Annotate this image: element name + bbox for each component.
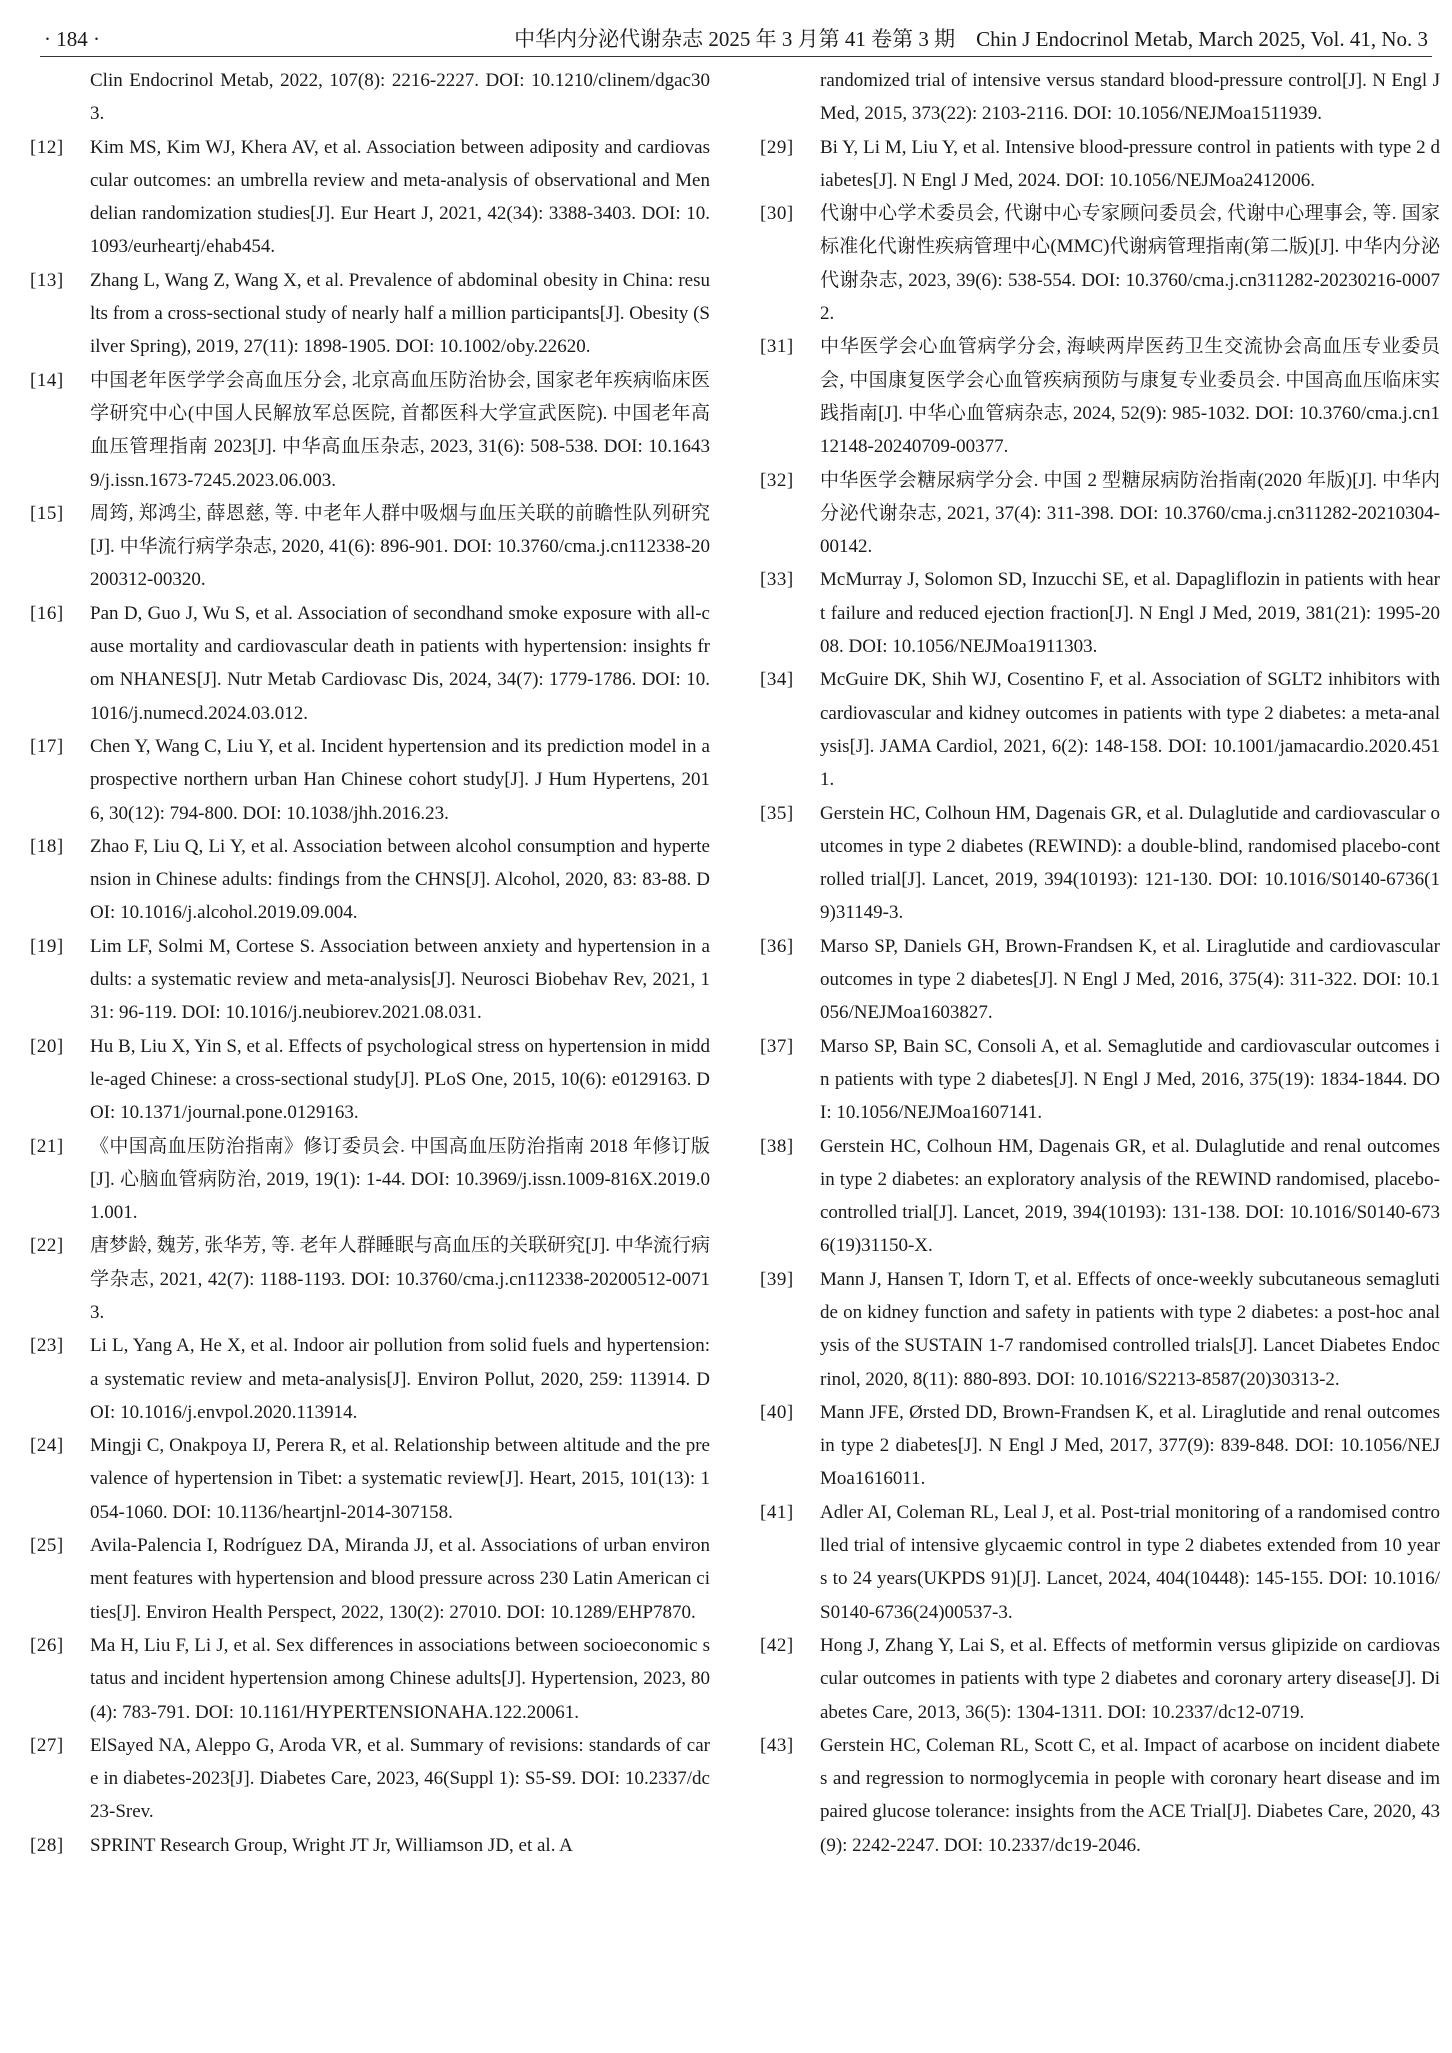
reference-item (30, 1429, 710, 1529)
reference-item (760, 930, 1440, 1030)
reference-item (30, 830, 710, 930)
reference-text: Marso SP, Daniels GH, Brown-Frandsen K, et al. Liraglutide and cardiovascular outcomes in type 2 diabetes[J]. N Engl J Med, 2016, 375(4): 311-322. DOI: 10.1056/NEJMoa1603827. (820, 935, 1440, 1024)
reference-item (30, 264, 710, 364)
reference-item (30, 1030, 710, 1130)
reference-item (30, 1229, 710, 1329)
reference-text: 《中国高血压防治指南》修订委员会. 中国高血压防治指南 2018 年修订版[J]. 心脑血管病防治, 2019, 19(1): 1-44. DOI: 10.3969/j.issn.1009-816X.2019.01.001. (90, 1135, 710, 1224)
reference-text: 周筠, 郑鸿尘, 薛恩慈, 等. 中老年人群中吸烟与血压关联的前瞻性队列研究[J]. 中华流行病学杂志, 2020, 41(6): 896-901. DOI: 10.3760/cma.j.cn112338-20200312-00320. (90, 502, 710, 591)
reference-item (30, 1130, 710, 1230)
reference-number: [40] (760, 1401, 794, 1423)
reference-item (760, 663, 1440, 796)
reference-number: [22] (30, 1235, 64, 1257)
reference-text: Mann J, Hansen T, Idorn T, et al. Effects of once-weekly subcutaneous semaglutide on kidney function and safety in patients with type 2 diabetes: a post-hoc analysis of the SUSTAIN 1-7 randomised controlled trials[J]. Lancet Diabetes Endocrinol, 2020, 8(11): 880-893. DOI: 10.1016/S2213-8587(20)30313-2. (820, 1268, 1440, 1390)
reference-item (760, 797, 1440, 930)
reference-text: SPRINT Research Group, Wright JT Jr, Williamson JD, et al. A (90, 1834, 573, 1856)
reference-text: 中华医学会糖尿病学分会. 中国 2 型糖尿病防治指南(2020 年版)[J]. 中华内分泌代谢杂志, 2021, 37(4): 311-398. DOI: 10.3760/cma.j.cn311282-20210304-00142. (820, 469, 1440, 558)
reference-text: Hong J, Zhang Y, Lai S, et al. Effects of metformin versus glipizide on cardiovascular outcomes in patients with type 2 diabetes and coronary artery disease[J]. Diabetes Care, 2013, 36(5): 1304-1311. DOI: 10.2337/dc12-0719. (820, 1634, 1440, 1723)
reference-text: Adler AI, Coleman RL, Leal J, et al. Post-trial monitoring of a randomised controlled trial of intensive glycaemic control in type 2 diabetes extended from 10 years to 24 years(UKPDS 91)[J]. Lancet, 2024, 404(10448): 145-155. DOI: 10.1016/S0140-6736(24)00537-3. (820, 1501, 1441, 1623)
reference-item (30, 597, 710, 730)
reference-number: [24] (30, 1435, 64, 1457)
reference-item (30, 1829, 710, 1862)
reference-text: Li L, Yang A, He X, et al. Indoor air pollution from solid fuels and hypertension: a systematic review and meta-analysis[J]. Environ Pollut, 2020, 259: 113914. DOI: 10.1016/j.envpol.2020.113914. (90, 1335, 710, 1423)
reference-column-left (30, 64, 710, 1862)
reference-item (30, 364, 710, 497)
reference-text: randomized trial of intensive versus standard blood-pressure control[J]. N Engl J Med, 2015, 373(22): 2103-2116. DOI: 10.1056/NEJMoa1511939. (820, 70, 1440, 125)
reference-number: [42] (760, 1634, 794, 1656)
reference-number: [21] (30, 1135, 64, 1157)
reference-text: Lim LF, Solmi M, Cortese S. Association between anxiety and hypertension in adults: a systematic review and meta-analysis[J]. Neurosci Biobehav Rev, 2021, 131: 96-119. DOI: 10.1016/j.neubiorev.2021.08.031. (90, 935, 710, 1024)
reference-item (760, 1030, 1440, 1130)
reference-number: [17] (30, 735, 64, 757)
reference-item (30, 131, 710, 264)
reference-item (760, 464, 1440, 564)
reference-column-right (760, 64, 1440, 1862)
reference-item (760, 1496, 1440, 1629)
reference-number: [12] (30, 136, 64, 158)
reference-item (30, 1529, 710, 1629)
reference-continuation (30, 64, 710, 131)
reference-text: Pan D, Guo J, Wu S, et al. Association of secondhand smoke exposure with all-cause mortality and cardiovascular death in patients with hypertension: insights from NHANES[J]. Nutr Metab Cardiovasc Dis, 2024, 34(7): 1779-1786. DOI: 10.1016/j.numecd.2024.03.012. (90, 602, 710, 724)
reference-text: Clin Endocrinol Metab, 2022, 107(8): 2216-2227. DOI: 10.1210/clinem/dgac303. (90, 70, 710, 125)
reference-number: [18] (30, 835, 64, 857)
reference-item (30, 1329, 710, 1429)
reference-number: [43] (760, 1734, 794, 1756)
reference-continuation (760, 64, 1440, 131)
journal-header: 中华内分泌代谢杂志 2025 年 3 月第 41 卷第 3 期 Chin J Endocrinol Metab, March 2025, Vol. 41, No. 3 (514, 27, 1428, 51)
reference-number: [34] (760, 669, 794, 691)
reference-number: [27] (30, 1734, 64, 1756)
reference-text: Mingji C, Onakpoya IJ, Perera R, et al. Relationship between altitude and the prevalence of hypertension in Tibet: a systematic review[J]. Heart, 2015, 101(13): 1054-1060. DOI: 10.1136/heartjnl-2014-307158. (90, 1435, 710, 1523)
reference-item (30, 497, 710, 597)
reference-number: [37] (760, 1035, 794, 1057)
reference-text: Avila-Palencia I, Rodríguez DA, Miranda JJ, et al. Associations of urban environment features with hypertension and blood pressure across 230 Latin American cities[J]. Environ Health Perspect, 2022, 130(2): 27010. DOI: 10.1289/EHP7870. (90, 1535, 710, 1623)
reference-text: ElSayed NA, Aleppo G, Aroda VR, et al. Summary of revisions: standards of care in diabetes-2023[J]. Diabetes Care, 2023, 46(Suppl 1): S5-S9. DOI: 10.2337/dc23-Srev. (90, 1734, 710, 1823)
reference-number: [30] (760, 203, 794, 225)
reference-text: McMurray J, Solomon SD, Inzucchi SE, et al. Dapagliflozin in patients with heart failure and reduced ejection fraction[J]. N Engl J Med, 2019, 381(21): 1995-2008. DOI: 10.1056/NEJMoa1911303. (820, 569, 1440, 658)
page-header (40, 22, 1432, 57)
reference-number: [23] (30, 1335, 64, 1357)
reference-text: 代谢中心学术委员会, 代谢中心专家顾问委员会, 代谢中心理事会, 等. 国家标准化代谢性疾病管理中心(MMC)代谢病管理指南(第二版)[J]. 中华内分泌代谢杂志, 2023, 39(6): 538-554. DOI: 10.3760/cma.j.cn311282-20230216-00072. (820, 203, 1440, 325)
reference-number: [14] (30, 369, 64, 391)
reference-item (760, 1263, 1440, 1396)
reference-text: Hu B, Liu X, Yin S, et al. Effects of psychological stress on hypertension in middle-aged Chinese: a cross-sectional study[J]. PLoS One, 2015, 10(6): e0129163. DOI: 10.1371/journal.pone.0129163. (90, 1035, 710, 1124)
reference-item (30, 1729, 710, 1829)
reference-number: [25] (30, 1535, 64, 1557)
reference-number: [31] (760, 336, 794, 358)
reference-number: [13] (30, 269, 64, 291)
reference-text: 中国老年医学学会高血压分会, 北京高血压防治协会, 国家老年疾病临床医学研究中心(中国人民解放军总医院, 首都医科大学宣武医院). 中国老年高血压管理指南 2023[J]. 中华高血压杂志, 2023, 31(6): 508-538. DOI: 10.16439/j.issn.1673-7245.2023.06.003. (90, 369, 710, 491)
reference-number: [19] (30, 935, 64, 957)
reference-number: [29] (760, 136, 794, 158)
reference-item (30, 1629, 710, 1729)
reference-text: Gerstein HC, Colhoun HM, Dagenais GR, et al. Dulaglutide and renal outcomes in type 2 diabetes: an exploratory analysis of the REWIND randomised, placebo-controlled trial[J]. Lancet, 2019, 394(10193): 131-138. DOI: 10.1016/S0140-6736(19)31150-X. (820, 1135, 1440, 1257)
reference-number: [33] (760, 569, 794, 591)
reference-text: Gerstein HC, Coleman RL, Scott C, et al. Impact of acarbose on incident diabetes and regression to normoglycemia in people with coronary heart disease and impaired glucose tolerance: insights from the ACE Trial[J]. Diabetes Care, 2020, 43(9): 2242-2247. DOI: 10.2337/dc19-2046. (820, 1734, 1440, 1856)
reference-number: [39] (760, 1268, 794, 1290)
reference-number: [35] (760, 802, 794, 824)
reference-text: Bi Y, Li M, Liu Y, et al. Intensive blood-pressure control in patients with type 2 diabetes[J]. N Engl J Med, 2024. DOI: 10.1056/NEJMoa2412006. (820, 136, 1440, 191)
reference-text: Mann JFE, Ørsted DD, Brown-Frandsen K, et al. Liraglutide and renal outcomes in type 2 diabetes[J]. N Engl J Med, 2017, 377(9): 839-848. DOI: 10.1056/NEJMoa1616011. (820, 1401, 1440, 1490)
reference-item (760, 131, 1440, 198)
reference-item (760, 1396, 1440, 1496)
reference-item (760, 1130, 1440, 1263)
reference-text: 唐梦龄, 魏芳, 张华芳, 等. 老年人群睡眠与高血压的关联研究[J]. 中华流行病学杂志, 2021, 42(7): 1188-1193. DOI: 10.3760/cma.j.cn112338-20200512-00713. (90, 1235, 710, 1323)
reference-text: 中华医学会心血管病学分会, 海峡两岸医药卫生交流协会高血压专业委员会, 中国康复医学会心血管疾病预防与康复专业委员会. 中国高血压临床实践指南[J]. 中华心血管病杂志, 2024, 52(9): 985-1032. DOI: 10.3760/cma.j.cn112148-20240709-00377. (820, 336, 1440, 458)
reference-text: Ma H, Liu F, Li J, et al. Sex differences in associations between socioeconomic status and incident hypertension among Chinese adults[J]. Hypertension, 2023, 80(4): 783-791. DOI: 10.1161/HYPERTENSIONAHA.122.20061. (90, 1634, 710, 1723)
reference-number: [20] (30, 1035, 64, 1057)
reference-text: Chen Y, Wang C, Liu Y, et al. Incident hypertension and its prediction model in a prospective northern urban Han Chinese cohort study[J]. J Hum Hypertens, 2016, 30(12): 794-800. DOI: 10.1038/jhh.2016.23. (90, 735, 710, 824)
reference-text: McGuire DK, Shih WJ, Cosentino F, et al. Association of SGLT2 inhibitors with cardiovascular and kidney outcomes in patients with type 2 diabetes: a meta-analysis[J]. JAMA Cardiol, 2021, 6(2): 148-158. DOI: 10.1001/jamacardio.2020.4511. (820, 669, 1440, 791)
reference-number: [36] (760, 935, 794, 957)
reference-item (760, 1729, 1440, 1862)
reference-item (760, 1629, 1440, 1729)
reference-item (30, 930, 710, 1030)
reference-item (760, 197, 1440, 330)
reference-item (760, 563, 1440, 663)
page-number: · 184 · (44, 27, 100, 51)
reference-text: Kim MS, Kim WJ, Khera AV, et al. Association between adiposity and cardiovascular outcomes: an umbrella review and meta-analysis of observational and Mendelian randomization studies[J]. Eur Heart J, 2021, 42(34): 3388-3403. DOI: 10.1093/eurheartj/ehab454. (90, 136, 710, 258)
reference-number: [32] (760, 469, 794, 491)
reference-number: [26] (30, 1634, 64, 1656)
reference-text: Zhang L, Wang Z, Wang X, et al. Prevalence of abdominal obesity in China: results from a cross-sectional study of nearly half a million participants[J]. Obesity (Silver Spring), 2019, 27(11): 1898-1905. DOI: 10.1002/oby.22620. (90, 269, 710, 358)
reference-text: Marso SP, Bain SC, Consoli A, et al. Semaglutide and cardiovascular outcomes in patients with type 2 diabetes[J]. N Engl J Med, 2016, 375(19): 1834-1844. DOI: 10.1056/NEJMoa1607141. (820, 1035, 1440, 1124)
reference-item (30, 730, 710, 830)
reference-number: [38] (760, 1135, 794, 1157)
reference-item (760, 330, 1440, 463)
reference-text: Gerstein HC, Colhoun HM, Dagenais GR, et al. Dulaglutide and cardiovascular outcomes in type 2 diabetes (REWIND): a double-blind, randomised placebo-controlled trial[J]. Lancet, 2019, 394(10193): 121-130. DOI: 10.1016/S0140-6736(19)31149-3. (820, 802, 1440, 924)
reference-number: [15] (30, 502, 64, 524)
reference-number: [16] (30, 602, 64, 624)
reference-text: Zhao F, Liu Q, Li Y, et al. Association between alcohol consumption and hypertension in Chinese adults: findings from the CHNS[J]. Alcohol, 2020, 83: 83-88. DOI: 10.1016/j.alcohol.2019.09.004. (90, 835, 710, 924)
reference-number: [28] (30, 1834, 64, 1856)
reference-number: [41] (760, 1501, 794, 1523)
